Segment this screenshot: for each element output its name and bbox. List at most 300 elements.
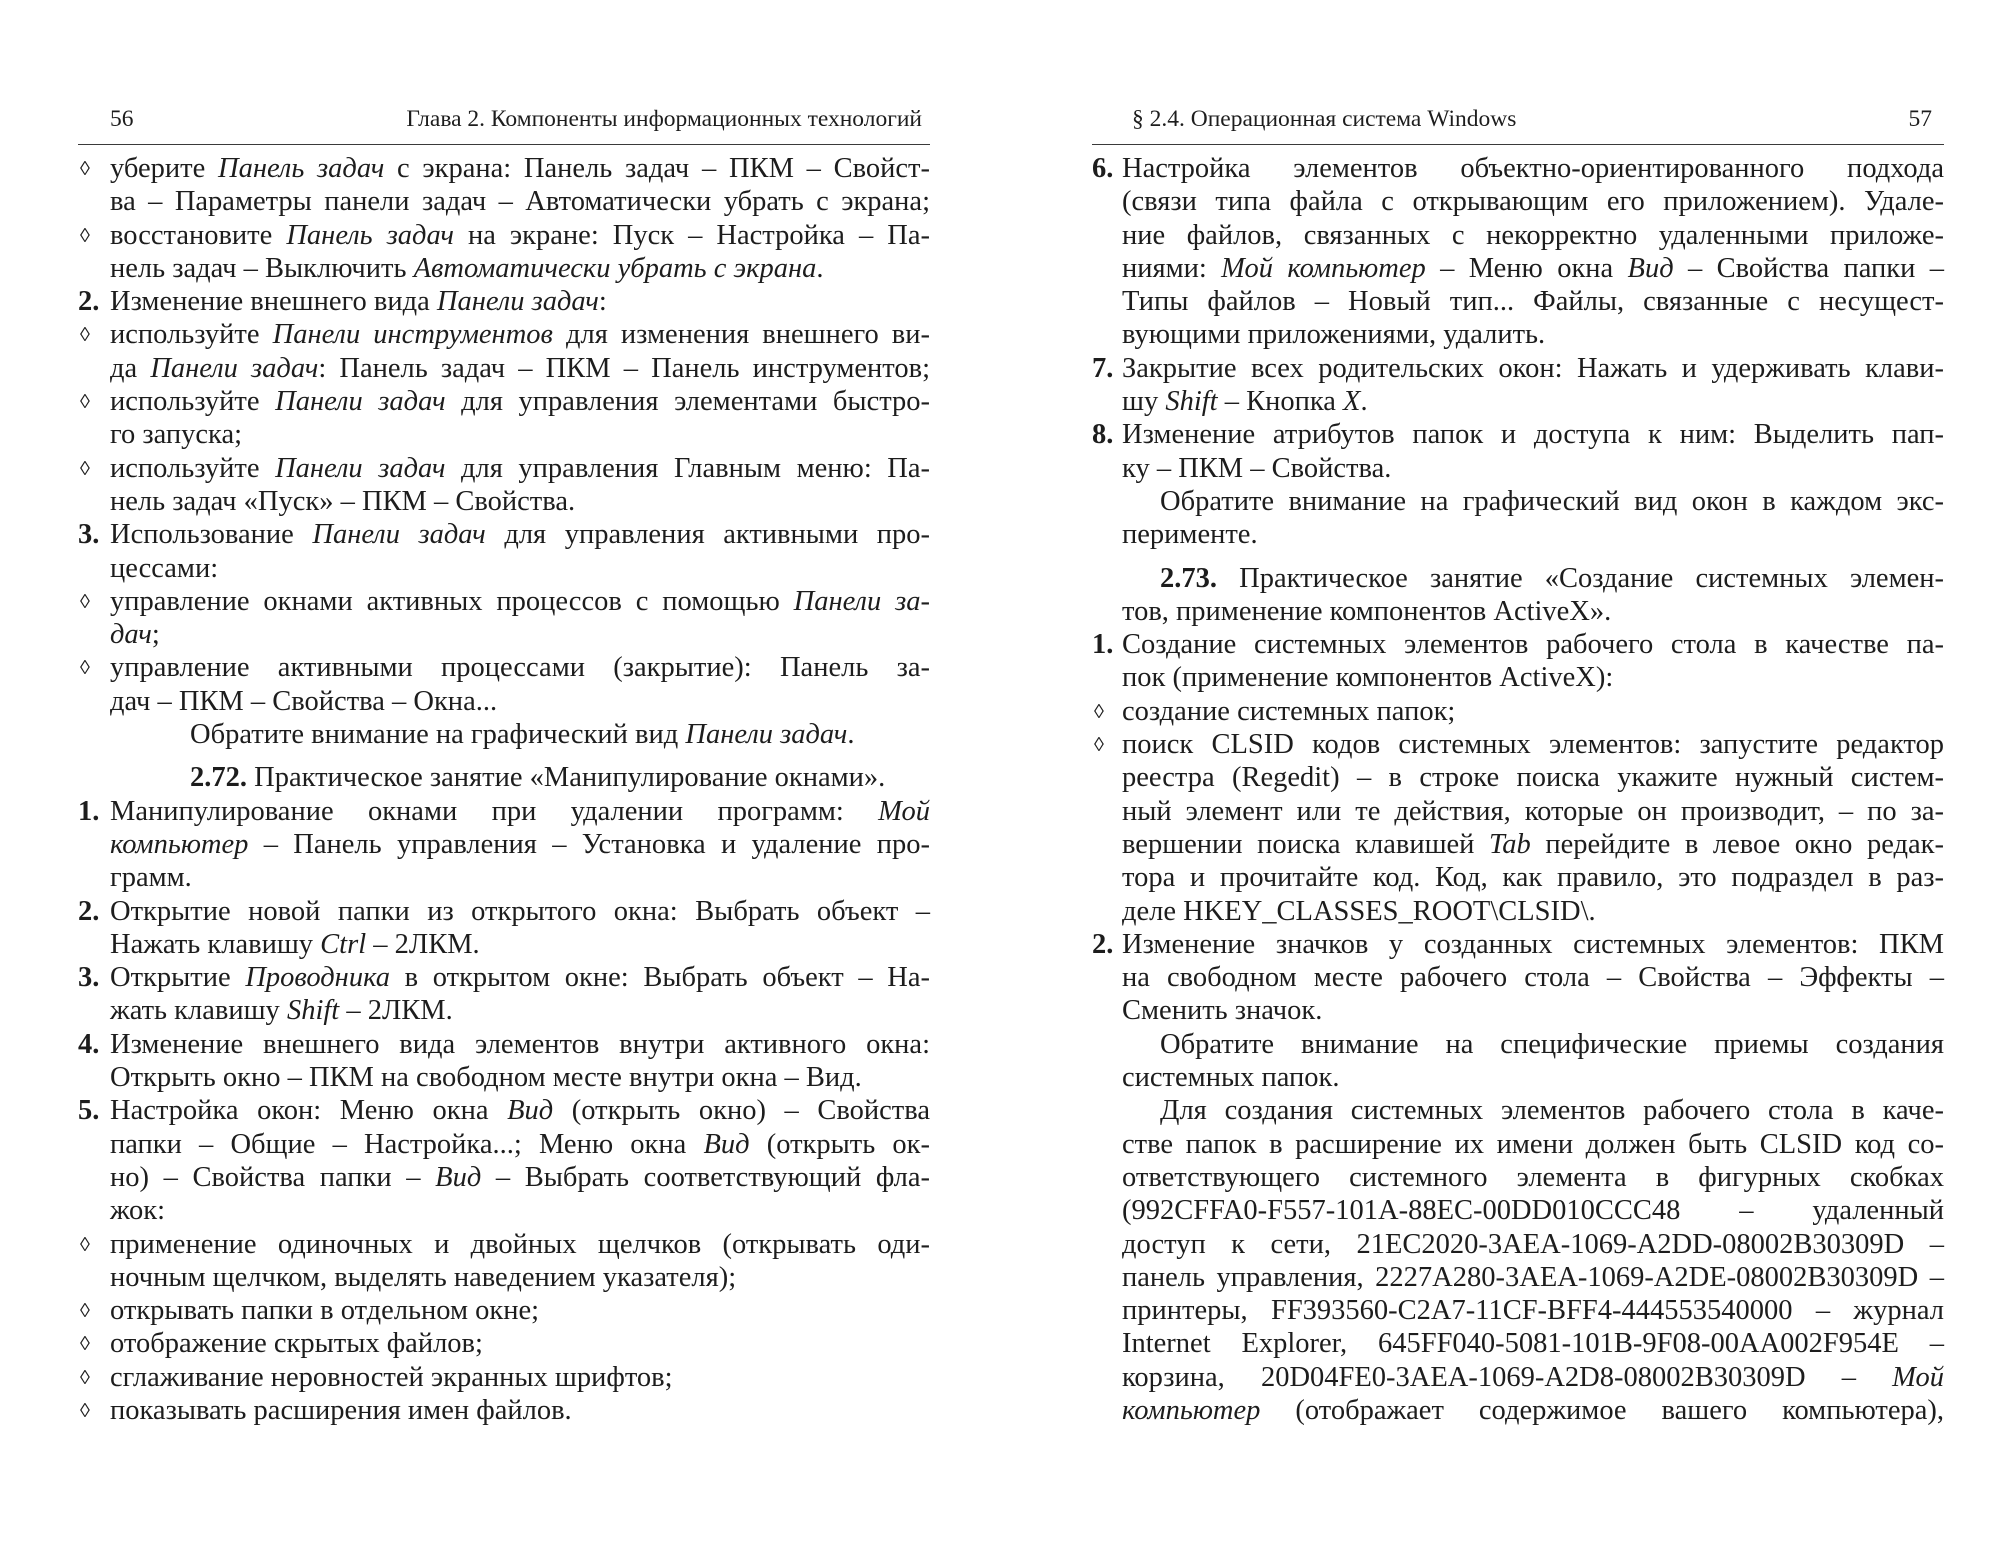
line-text: Сменить значок. xyxy=(1122,995,1323,1027)
line-text: папки – Общие – Настройка...; Меню окна xyxy=(110,1128,704,1160)
text-line xyxy=(1092,562,1944,595)
left-page-header xyxy=(78,100,930,145)
text-line xyxy=(78,518,930,551)
diamond-bullet: ◊ xyxy=(80,1300,90,1323)
line-content xyxy=(1122,628,1944,661)
line-content xyxy=(110,185,930,218)
text-line xyxy=(78,252,930,285)
line-content xyxy=(110,252,930,285)
line-text: системных папок. xyxy=(1122,1062,1340,1094)
line-text: – Панель управления – Установка и удаление про- xyxy=(248,828,930,860)
line-text: используйте xyxy=(110,452,276,484)
text-line xyxy=(78,718,930,751)
text-line xyxy=(1092,518,1944,551)
text-line xyxy=(78,1361,930,1394)
line-content xyxy=(1122,828,1944,861)
text-line xyxy=(78,1294,930,1327)
list-number: 3. xyxy=(78,519,100,551)
line-text: нель задач – Выключить xyxy=(110,252,414,284)
line-text: Создание системных элементов рабочего стола в качестве па- xyxy=(1122,629,1944,661)
line-text: поиск CLSID кодов системных элементов: запустите редактор xyxy=(1122,729,1944,761)
line-content xyxy=(1122,728,1944,761)
line-text: да xyxy=(110,352,151,384)
running-title: § 2.4. Операционная система Windows xyxy=(1132,106,1517,132)
line-content xyxy=(1122,895,1944,928)
text-line xyxy=(1092,795,1944,828)
text-line xyxy=(78,828,930,861)
diamond-bullet: ◊ xyxy=(80,224,90,247)
line-content xyxy=(110,861,930,894)
line-content xyxy=(1122,518,1944,551)
line-text: грамм. xyxy=(110,862,192,894)
line-content xyxy=(1122,1361,1944,1394)
line-text: стве папок в расширение их имени должен быть CLSID код со- xyxy=(1122,1128,1944,1160)
text-line xyxy=(1092,661,1944,694)
line-content xyxy=(1160,562,1944,595)
text-line xyxy=(78,285,930,318)
line-content xyxy=(110,1394,930,1427)
text-line xyxy=(1092,452,1944,485)
text-line xyxy=(78,651,930,684)
section-title: Практическое занятие «Создание системных элемен- xyxy=(1217,562,1944,594)
line-text: для управления активными про- xyxy=(485,519,930,551)
line-text: Обратите внимание на графический вид окон в каждом экс- xyxy=(1160,485,1944,517)
line-text: Настройка элементов объектно-ориентированного подхода xyxy=(1122,153,1944,184)
text-line xyxy=(1092,152,1944,185)
text-line xyxy=(78,1028,930,1061)
line-content xyxy=(110,452,930,485)
diamond-bullet: ◊ xyxy=(80,657,90,680)
text-line xyxy=(78,961,930,994)
text-line xyxy=(1092,1361,1944,1394)
line-text: (открыть ок- xyxy=(749,1128,930,1160)
line-content xyxy=(110,585,930,618)
text-line xyxy=(1092,485,1944,518)
text-line xyxy=(78,1061,930,1094)
line-content xyxy=(1122,1228,1944,1261)
line-text: Нажать клавишу xyxy=(110,928,321,960)
line-text: Типы файлов – Новый тип... Файлы, связанные с несущест- xyxy=(1122,286,1944,318)
line-text: Обратите внимание на графический вид xyxy=(190,719,686,751)
section-title: Практическое занятие «Манипулирование окнами». xyxy=(247,762,886,794)
line-text: жать клавишу xyxy=(110,995,287,1027)
diamond-bullet: ◊ xyxy=(80,1399,90,1422)
italic-term: Панели задач xyxy=(312,519,486,551)
italic-term: компьютер xyxy=(1122,1394,1261,1426)
line-text: – Выбрать соответствующий фла- xyxy=(481,1161,930,1193)
line-content xyxy=(110,895,930,928)
diamond-bullet: ◊ xyxy=(80,324,90,347)
text-line xyxy=(1092,352,1944,385)
line-content xyxy=(110,552,930,585)
line-text: уберите xyxy=(110,153,218,184)
line-text: – Свойства папки – xyxy=(1673,252,1944,284)
list-number: 2. xyxy=(1092,928,1114,960)
line-content xyxy=(1122,595,1944,628)
italic-term: Панели инструментов xyxy=(272,319,553,351)
line-text: применение одиночных и двойных щелчков (открывать оди- xyxy=(110,1228,930,1260)
line-text: жок: xyxy=(110,1195,165,1227)
line-text: управление окнами активных процессов с помощью xyxy=(110,585,794,617)
line-content xyxy=(1122,761,1944,794)
italic-term: Мой xyxy=(878,795,930,827)
text-line xyxy=(1092,1394,1944,1427)
italic-term: Панели задач xyxy=(275,386,446,418)
text-line xyxy=(78,795,930,828)
diamond-bullet: ◊ xyxy=(80,590,90,613)
line-content xyxy=(1122,352,1944,385)
text-line xyxy=(1092,828,1944,861)
italic-term: Ctrl xyxy=(320,928,367,960)
line-content xyxy=(190,761,930,794)
line-content xyxy=(1122,961,1944,994)
line-content xyxy=(110,651,930,684)
diamond-bullet: ◊ xyxy=(80,457,90,480)
spacer xyxy=(78,751,930,761)
line-content xyxy=(110,685,930,718)
text-line xyxy=(78,1194,930,1227)
line-text: используйте xyxy=(110,319,273,351)
line-text: управление активными процессами (закрытие): Панель за- xyxy=(110,652,930,684)
line-text: с экрана: Панель задач – ПКМ – Свойст- xyxy=(384,153,930,184)
line-text: ; xyxy=(151,619,160,651)
line-text: принтеры, FF393560-C2A7-11CF-BFF4-444553540000 – журнал xyxy=(1122,1295,1944,1327)
line-text: открывать папки в отдельном окне; xyxy=(110,1295,540,1327)
section-number: 2.73. xyxy=(1160,562,1217,594)
line-text: Обратите внимание на специфические приемы создания xyxy=(1160,1028,1944,1060)
italic-term: Мой xyxy=(1892,1361,1944,1393)
italic-term: дач xyxy=(110,619,152,651)
list-number: 1. xyxy=(78,795,100,827)
line-text: Изменение внешнего вида xyxy=(110,286,437,318)
line-content xyxy=(110,1228,930,1261)
line-text: (открыть окно) – Свойства xyxy=(553,1095,930,1127)
line-text: на экране: Пуск – Настройка – Па- xyxy=(453,219,930,251)
list-number: 4. xyxy=(78,1028,100,1060)
line-content xyxy=(1122,252,1944,285)
text-line xyxy=(78,895,930,928)
line-text: Манипулирование окнами при удалении программ: xyxy=(110,795,879,827)
line-text: вершении поиска клавишей xyxy=(1122,828,1490,860)
line-text: – Кнопка xyxy=(1217,386,1344,418)
page-number: 56 xyxy=(110,106,134,132)
line-text: . xyxy=(816,252,824,284)
line-text: перименте. xyxy=(1122,519,1258,551)
line-content xyxy=(110,1061,930,1094)
line-content xyxy=(1160,485,1944,518)
line-text: пок (применение компонентов ActiveX): xyxy=(1122,662,1614,694)
diamond-bullet: ◊ xyxy=(80,1366,90,1389)
line-text: Закрытие всех родительских окон: Нажать и удерживать клави- xyxy=(1122,352,1944,384)
text-line xyxy=(1092,695,1944,728)
italic-term: Shift xyxy=(1165,386,1218,418)
diamond-bullet: ◊ xyxy=(80,1233,90,1256)
line-content xyxy=(1122,661,1944,694)
line-text: – 2ЛКМ. xyxy=(366,928,480,960)
line-text: цессами: xyxy=(110,552,219,584)
text-line xyxy=(78,1161,930,1194)
line-content xyxy=(110,1327,930,1360)
text-line xyxy=(78,1228,930,1261)
line-content xyxy=(110,828,930,861)
text-line xyxy=(78,994,930,1027)
list-number: 6. xyxy=(1092,153,1114,184)
line-text: шу xyxy=(1122,386,1166,418)
list-number: 2. xyxy=(78,286,100,318)
text-line xyxy=(1092,1061,1944,1094)
right-page-body xyxy=(1092,152,1944,1427)
line-content xyxy=(110,385,930,418)
italic-term: Панели задач xyxy=(436,286,599,318)
text-line xyxy=(1092,928,1944,961)
text-line xyxy=(78,352,930,385)
line-content xyxy=(110,518,930,551)
line-text: ответствующего системного элемента в фигурных скобках xyxy=(1122,1161,1944,1193)
line-content xyxy=(110,219,930,252)
line-text: для изменения внешнего ви- xyxy=(552,319,931,351)
text-line xyxy=(1092,761,1944,794)
spacer xyxy=(1092,552,1944,562)
line-content xyxy=(110,618,930,651)
line-text: вующими приложениями, удалить. xyxy=(1122,319,1546,351)
italic-term: Вид xyxy=(703,1128,750,1160)
line-content xyxy=(110,1128,930,1161)
text-line xyxy=(78,152,930,185)
text-line xyxy=(78,318,930,351)
text-line xyxy=(78,385,930,418)
text-line xyxy=(78,552,930,585)
text-line xyxy=(78,219,930,252)
text-line xyxy=(78,418,930,451)
line-text: Изменение атрибутов папок и доступа к ним: Выделить пап- xyxy=(1122,419,1944,451)
text-line xyxy=(1092,252,1944,285)
line-text: восстановите xyxy=(110,219,287,251)
text-line xyxy=(1092,1228,1944,1261)
line-content xyxy=(1122,418,1944,451)
line-text: . xyxy=(1360,386,1368,418)
line-text: (992CFFA0-F557-101A-88EC-00DD010CCC48 – удаленный xyxy=(1122,1195,1944,1227)
text-line xyxy=(78,1128,930,1161)
italic-term: Панель задач xyxy=(286,219,454,251)
text-line xyxy=(1092,961,1944,994)
line-content xyxy=(1122,185,1944,218)
italic-term: Мой компьютер xyxy=(1221,252,1426,284)
italic-term: Панели задач xyxy=(685,719,848,751)
line-text: тов, применение компонентов ActiveX». xyxy=(1122,595,1612,627)
diamond-bullet: ◊ xyxy=(80,1333,90,1356)
text-line xyxy=(1092,595,1944,628)
list-number: 2. xyxy=(78,895,100,927)
line-content xyxy=(1122,152,1944,185)
line-text: нель задач «Пуск» – ПКМ – Свойства. xyxy=(110,485,576,517)
line-text: перейдите в левое окно редак- xyxy=(1530,828,1944,860)
text-line xyxy=(1092,385,1944,418)
line-content xyxy=(1122,1327,1944,1360)
line-text: ночным щелчком, выделять наведением указателя); xyxy=(110,1261,737,1293)
line-content xyxy=(1122,1128,1944,1161)
line-content xyxy=(1122,1061,1944,1094)
text-line xyxy=(1092,285,1944,318)
text-line xyxy=(78,618,930,651)
text-line xyxy=(78,585,930,618)
text-line xyxy=(1092,1327,1944,1360)
text-line xyxy=(1092,185,1944,218)
italic-term: Tab xyxy=(1489,828,1531,860)
line-content xyxy=(110,418,930,451)
line-content xyxy=(1122,219,1944,252)
line-text: ние файлов, связанных с некорректно удаленными приложе- xyxy=(1122,219,1944,251)
line-content xyxy=(1122,1194,1944,1227)
line-text: в открытом окне: Выбрать объект – На- xyxy=(389,962,930,994)
line-text: дач – ПКМ – Свойства – Окна... xyxy=(110,685,498,717)
line-text: Открыть окно – ПКМ на свободном месте внутри окна – Вид. xyxy=(110,1062,862,1094)
text-line xyxy=(1092,895,1944,928)
line-text: для управления Главным меню: Па- xyxy=(445,452,931,484)
line-content xyxy=(110,318,930,351)
text-line xyxy=(1092,1161,1944,1194)
line-text: используйте xyxy=(110,386,276,418)
line-content xyxy=(110,1261,930,1294)
line-content xyxy=(110,1194,930,1227)
line-text: показывать расширения имен файлов. xyxy=(110,1394,572,1426)
line-text: – 2ЛКМ. xyxy=(339,995,453,1027)
text-line xyxy=(78,685,930,718)
line-text: Internet Explorer, 645FF040-5081-101B-9F08-00AA002F954E – xyxy=(1122,1328,1944,1360)
line-text: отображение скрытых файлов; xyxy=(110,1328,483,1360)
italic-term: Вид xyxy=(507,1095,554,1127)
page-number: 57 xyxy=(1908,106,1932,132)
text-line xyxy=(1092,1261,1944,1294)
list-number: 8. xyxy=(1092,419,1114,451)
list-number: 1. xyxy=(1092,629,1114,661)
line-content xyxy=(1122,928,1944,961)
line-text: создание системных папок; xyxy=(1122,695,1456,727)
line-content xyxy=(1122,1394,1944,1427)
text-line xyxy=(78,485,930,518)
line-content xyxy=(110,928,930,961)
text-line xyxy=(78,761,930,794)
line-text: Для создания системных элементов рабочего стола в каче- xyxy=(1160,1095,1944,1127)
right-page-header xyxy=(1092,100,1944,145)
text-line xyxy=(78,1261,930,1294)
line-text: Изменение значков у созданных системных элементов: ПКМ xyxy=(1122,928,1944,960)
line-content xyxy=(110,795,930,828)
line-content xyxy=(1122,1161,1944,1194)
text-line xyxy=(78,1327,930,1360)
line-content xyxy=(110,352,930,385)
line-text: Использование xyxy=(110,519,313,551)
line-text: : xyxy=(598,286,607,318)
line-content xyxy=(1122,385,1944,418)
italic-term: X xyxy=(1343,386,1361,418)
line-content xyxy=(1122,1294,1944,1327)
diamond-bullet: ◊ xyxy=(80,391,90,414)
list-number: 7. xyxy=(1092,352,1114,384)
line-content xyxy=(110,1294,930,1327)
italic-term: Автоматически убрать с экрана xyxy=(413,252,817,284)
line-text: (связи типа файла с открывающим его приложением). Удале- xyxy=(1122,186,1944,218)
line-content xyxy=(1122,695,1944,728)
line-content xyxy=(1122,452,1944,485)
line-text: панель управления, 2227A280-3AEA-1069-A2DE-08002B30309D – xyxy=(1122,1261,1944,1293)
line-text: тора и прочитайте код. Код, как правило, это подраздел в раз- xyxy=(1122,862,1944,894)
line-content xyxy=(110,152,930,185)
line-content xyxy=(110,1094,930,1127)
line-text: но) – Свойства папки – xyxy=(110,1161,436,1193)
italic-term: Shift xyxy=(286,995,340,1027)
diamond-bullet: ◊ xyxy=(1094,700,1104,723)
line-text: на свободном месте рабочего стола – Свойства – Эффекты – xyxy=(1122,962,1944,994)
line-text: ный элемент или те действия, которые он производит, – по за- xyxy=(1122,795,1944,827)
text-line xyxy=(1092,628,1944,661)
text-line xyxy=(78,1394,930,1427)
line-text: корзина, 20D04FE0-3AEA-1069-A2D8-08002B30309D – xyxy=(1122,1361,1893,1393)
line-content xyxy=(190,718,930,751)
line-text: Открытие xyxy=(110,962,246,994)
line-text: для управления элементами быстро- xyxy=(445,386,931,418)
text-line xyxy=(1092,1128,1944,1161)
list-number: 5. xyxy=(78,1095,100,1127)
diamond-bullet: ◊ xyxy=(1094,734,1104,757)
italic-term: Проводника xyxy=(245,962,390,994)
line-content xyxy=(1160,1028,1944,1061)
italic-term: Панели задач xyxy=(275,452,446,484)
text-line xyxy=(78,185,930,218)
section-number: 2.72. xyxy=(190,762,247,794)
text-line xyxy=(1092,728,1944,761)
text-line xyxy=(1092,861,1944,894)
line-text: . xyxy=(847,719,855,751)
line-content xyxy=(110,1361,930,1394)
text-line xyxy=(1092,1194,1944,1227)
line-content xyxy=(110,285,930,318)
text-line xyxy=(78,1094,930,1127)
line-text: (отображает содержимое вашего компьютера), xyxy=(1260,1394,1944,1426)
line-content xyxy=(1122,861,1944,894)
italic-term: Панели за- xyxy=(793,585,930,617)
line-content xyxy=(1122,318,1944,351)
line-content xyxy=(110,1028,930,1061)
line-content xyxy=(1122,994,1944,1027)
line-text: деле HKEY_CLASSES_ROOT\CLSID\. xyxy=(1122,895,1596,927)
line-content xyxy=(110,1161,930,1194)
line-content xyxy=(1122,795,1944,828)
text-line xyxy=(78,928,930,961)
italic-term: Панели задач xyxy=(150,352,319,384)
line-content xyxy=(1122,285,1944,318)
text-line xyxy=(1092,1028,1944,1061)
italic-term: Вид xyxy=(1627,252,1674,284)
list-number: 3. xyxy=(78,962,100,994)
line-text: – Меню окна xyxy=(1425,252,1628,284)
line-text: Настройка окон: Меню окна xyxy=(110,1095,508,1127)
text-line xyxy=(1092,318,1944,351)
line-content xyxy=(110,485,930,518)
line-text: ку – ПКМ – Свойства. xyxy=(1122,452,1392,484)
line-text: сглаживание неровностей экранных шрифтов; xyxy=(110,1361,673,1393)
left-page-body xyxy=(78,152,930,1427)
line-content xyxy=(110,994,930,1027)
diamond-bullet: ◊ xyxy=(80,158,90,180)
line-text: Изменение внешнего вида элементов внутри активного окна: xyxy=(110,1028,930,1060)
text-line xyxy=(1092,1294,1944,1327)
line-text: ва – Параметры панели задач – Автоматически убрать с экрана; xyxy=(110,186,930,218)
line-text: : Панель задач – ПКМ – Панель инструментов; xyxy=(318,352,931,384)
italic-term: компьютер xyxy=(110,828,249,860)
text-line xyxy=(1092,219,1944,252)
text-line xyxy=(1092,994,1944,1027)
line-text: реестра (Regedit) – в строке поиска укажите нужный систем- xyxy=(1122,762,1944,794)
